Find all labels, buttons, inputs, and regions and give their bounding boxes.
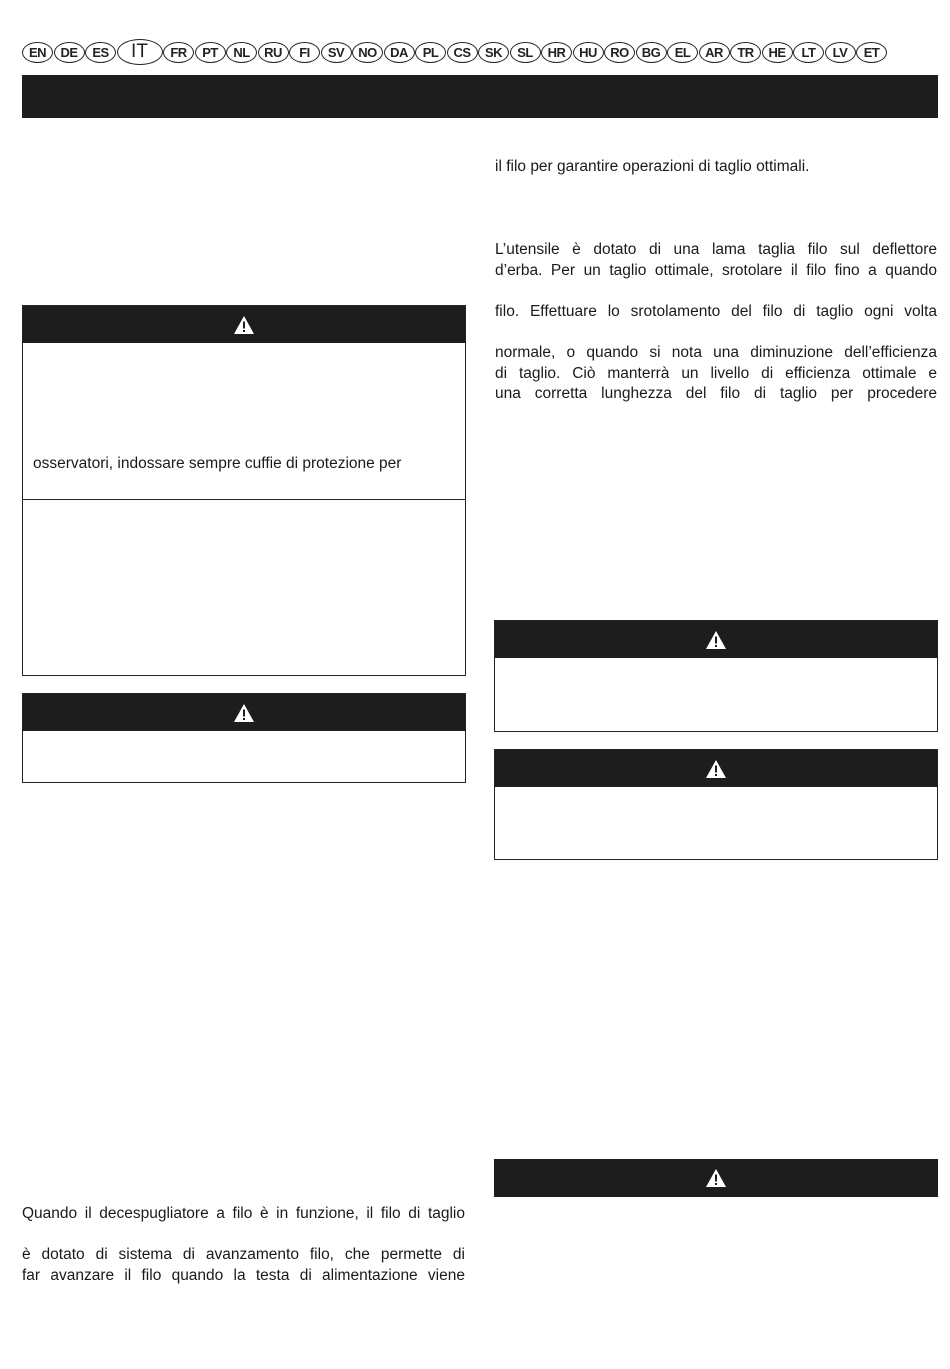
- warning-triangle-icon: [705, 1168, 727, 1188]
- lang-tab-lt[interactable]: LT: [793, 42, 824, 63]
- lang-tab-nl[interactable]: NL: [226, 42, 257, 63]
- lang-tab-en[interactable]: EN: [22, 42, 53, 63]
- lang-tab-el[interactable]: EL: [667, 42, 698, 63]
- lang-tab-sl[interactable]: SL: [510, 42, 541, 63]
- warning-triangle-icon: [705, 630, 727, 650]
- language-selector: [22, 40, 888, 64]
- warning-box-2: [22, 693, 466, 783]
- body-text-line: il filo per garantire operazioni di taglio ottimali.: [495, 158, 810, 175]
- lang-tab-et[interactable]: ET: [856, 42, 887, 63]
- body-text-line: Quando il decespugliatore a filo è in funzione, il filo di taglio: [22, 1205, 465, 1222]
- body-text-line: L’utensile è dotato di una lama taglia filo sul deflettore: [495, 241, 937, 258]
- warning-box-3-header: [495, 621, 937, 658]
- lang-tab-de[interactable]: DE: [54, 42, 85, 63]
- lang-tab-sk[interactable]: SK: [478, 42, 509, 63]
- lang-tab-he[interactable]: HE: [762, 42, 793, 63]
- body-text-line: è dotato di sistema di avanzamento filo, che permette di: [22, 1246, 465, 1263]
- warning-triangle-icon: [233, 703, 255, 723]
- body-text-line: normale, o quando si nota una diminuzione dell’efficienza: [495, 344, 937, 361]
- lang-tab-pt[interactable]: PT: [195, 42, 226, 63]
- lang-tab-hr[interactable]: HR: [541, 42, 572, 63]
- body-text-line: filo. Effettuare lo srotolamento del filo di taglio ogni volta: [495, 303, 937, 320]
- lang-tab-fr[interactable]: FR: [163, 42, 194, 63]
- warning-box-5-header-only: [494, 1159, 938, 1197]
- warning-box-4-header: [495, 750, 937, 787]
- lang-tab-tr[interactable]: TR: [730, 42, 761, 63]
- warning-box-4: [494, 749, 938, 860]
- lang-tab-bg[interactable]: BG: [636, 42, 667, 63]
- lang-tab-da[interactable]: DA: [384, 42, 415, 63]
- warning-box-3: [494, 620, 938, 732]
- lang-tab-hu[interactable]: HU: [573, 42, 604, 63]
- lang-tab-no[interactable]: NO: [352, 42, 383, 63]
- lang-tab-it-active[interactable]: IT: [117, 39, 163, 65]
- body-text-line: una corretta lunghezza del filo di taglio per procedere: [495, 385, 937, 402]
- warning-box-1-text: osservatori, indossare sempre cuffie di protezione per: [33, 455, 402, 472]
- section-header-band: [22, 75, 938, 118]
- body-text-line: d’erba. Per un taglio ottimale, srotolare il filo fino a quando: [495, 262, 937, 279]
- body-text-line: far avanzare il filo quando la testa di alimentazione viene: [22, 1267, 465, 1284]
- lang-tab-lv[interactable]: LV: [825, 42, 856, 63]
- lang-tab-cs[interactable]: CS: [447, 42, 478, 63]
- warning-triangle-icon: [233, 315, 255, 335]
- lang-tab-sv[interactable]: SV: [321, 42, 352, 63]
- lang-tab-ru[interactable]: RU: [258, 42, 289, 63]
- warning-box-2-header: [23, 694, 465, 731]
- lang-tab-pl[interactable]: PL: [415, 42, 446, 63]
- warning-triangle-icon: [705, 759, 727, 779]
- warning-box-1: [22, 305, 466, 676]
- warning-box-5-header: [494, 1159, 938, 1197]
- lang-tab-ro[interactable]: RO: [604, 42, 635, 63]
- lang-tab-es[interactable]: ES: [85, 42, 116, 63]
- warning-box-1-divider: [23, 499, 465, 500]
- lang-tab-ar[interactable]: AR: [699, 42, 730, 63]
- lang-tab-fi[interactable]: FI: [289, 42, 320, 63]
- warning-box-1-header: [23, 306, 465, 343]
- body-text-line: di taglio. Ciò manterrà un livello di efficienza ottimale e: [495, 365, 937, 382]
